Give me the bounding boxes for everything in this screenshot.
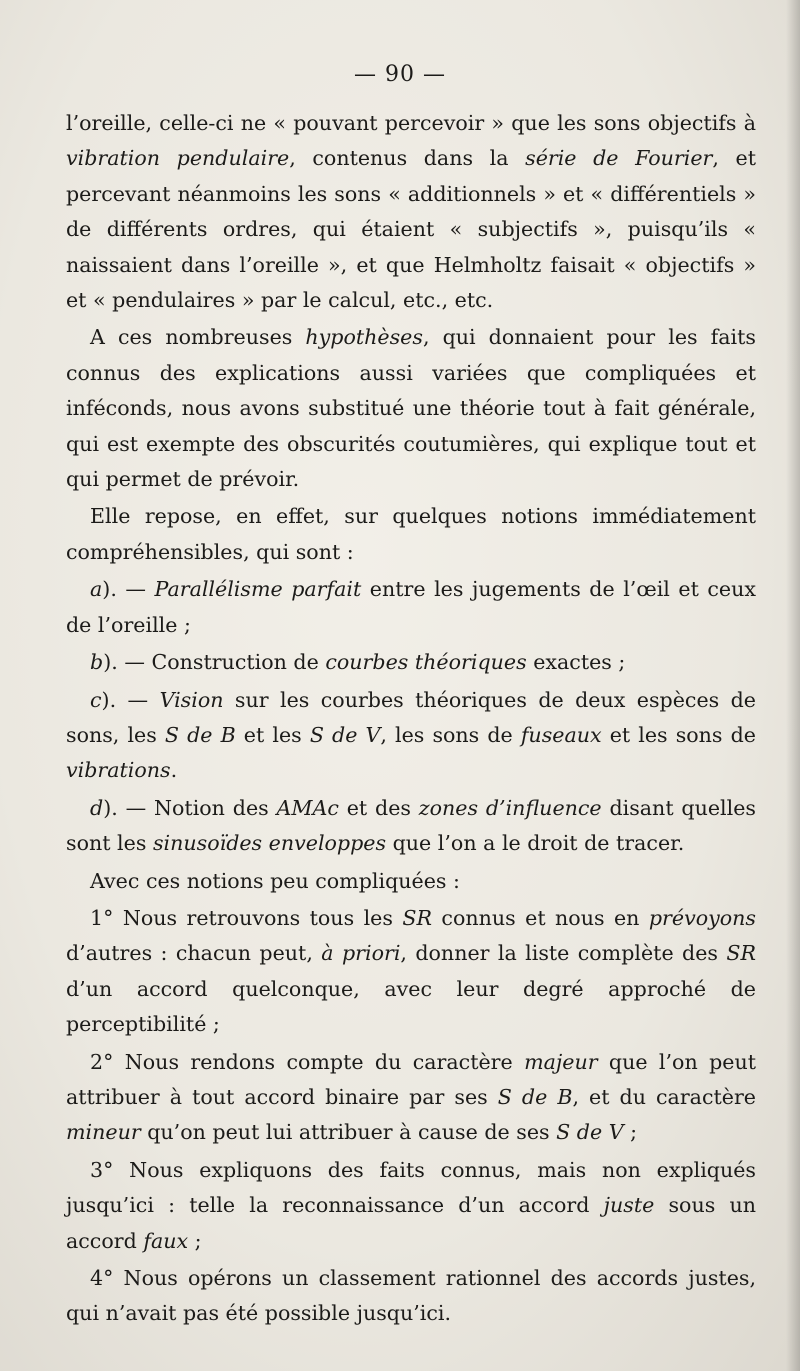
- paragraph-p2: [66, 320, 756, 497]
- italic-run: courbes théoriques: [325, 650, 527, 675]
- paragraph-p11: [66, 1153, 756, 1259]
- paragraph-p6: [66, 683, 756, 789]
- italic-run: b: [90, 650, 104, 675]
- paragraph-p12: [66, 1261, 756, 1332]
- text-run: exactes ;: [526, 650, 626, 675]
- text-run: ). — Construction de: [103, 650, 326, 675]
- italic-run: c: [90, 687, 102, 712]
- text-run: d’un accord quelconque, avec leur degré approché de perceptibilité ;: [66, 976, 756, 1037]
- italic-run: juste: [603, 1193, 655, 1218]
- paragraph-p5: [66, 645, 756, 680]
- italic-run: Parallélisme parfait: [154, 577, 362, 602]
- italic-run: zones d’influence: [418, 795, 602, 820]
- text-run: 1° Nous retrouvons tous les: [90, 905, 403, 930]
- text-run: que l’on peut attribuer à tout accord binaire par ses: [66, 1049, 756, 1109]
- page-number: — 90 —: [354, 62, 446, 87]
- text-run: , qui donnaient pour les faits connus des explications aussi variées que compliquées et inféconds, nous avons substitué une théorie tout à fait générale, qui est exempte des obscurités coutumières, qui explique tout et qui permet de prévoir.: [66, 325, 756, 492]
- text-run: ;: [188, 1228, 202, 1253]
- text-run: ). — Notion des: [103, 795, 277, 820]
- text-run: Avec ces notions peu compliquées :: [90, 868, 460, 893]
- text-run: sur les courbes théoriques de deux espèces de sons, les: [66, 687, 756, 747]
- italic-run: a: [90, 577, 103, 602]
- text-run: , et du caractère: [572, 1084, 756, 1109]
- italic-run: série de Fourier: [525, 146, 713, 171]
- italic-run: faux: [143, 1228, 189, 1253]
- paragraph-p8: [66, 864, 756, 899]
- paragraph-p3: [66, 499, 756, 570]
- paragraph-p7: [66, 791, 756, 862]
- italic-run: fuseaux: [520, 722, 602, 747]
- italic-run: vibration pendulaire: [66, 146, 290, 171]
- italic-run: S de B: [164, 722, 236, 747]
- italic-run: S de V: [309, 722, 381, 747]
- italic-run: à priori: [321, 941, 401, 966]
- italic-run: Vision: [159, 687, 224, 712]
- text-run: A ces nombreuses: [90, 325, 306, 350]
- italic-run: mineur: [66, 1120, 141, 1145]
- italic-run: S de V: [556, 1120, 624, 1145]
- paragraph-p10: [66, 1045, 756, 1151]
- text-run: ;: [623, 1120, 638, 1145]
- italic-run: S de B: [497, 1084, 573, 1109]
- text-run: ). —: [101, 687, 160, 712]
- body-text: [66, 106, 756, 1332]
- text-run: , donner la liste complète des: [400, 941, 727, 966]
- text-run: .: [170, 758, 178, 783]
- text-run: ). —: [102, 577, 155, 602]
- italic-run: vibrations: [66, 758, 171, 783]
- italic-run: d: [90, 795, 104, 820]
- italic-run: prévoyons: [648, 905, 756, 930]
- text-run: et les sons de: [601, 722, 756, 747]
- text-run: Elle repose, en effet, sur quelques notions immédiatement compréhensibles, qui sont :: [66, 504, 756, 564]
- text-run: et les: [235, 722, 310, 747]
- italic-run: sinusoïdes enveloppes: [152, 831, 387, 856]
- italic-run: SR: [402, 905, 432, 930]
- text-run: que l’on a le droit de tracer.: [386, 831, 685, 856]
- paragraph-p1: [66, 106, 756, 318]
- page-gutter-shadow: [786, 0, 800, 1371]
- italic-run: AMAc: [276, 795, 339, 820]
- text-run: l’oreille, celle-ci ne « pouvant percevoir » que les sons objectifs à: [66, 111, 756, 135]
- text-run: qu’on peut lui attribuer à cause de ses: [140, 1120, 557, 1145]
- italic-run: hypothèses: [305, 325, 423, 350]
- text-run: , les sons de: [380, 722, 521, 747]
- text-run: 4° Nous opérons un classement rationnel des accords justes, qui n’avait pas été possible jusqu’ici.: [66, 1266, 756, 1326]
- text-run: d’autres : chacun peut,: [66, 941, 322, 966]
- text-run: , contenus dans la: [289, 146, 526, 171]
- text-run: et des: [338, 795, 419, 820]
- text-run: 2° Nous rendons compte du caractère: [90, 1049, 525, 1074]
- italic-run: SR: [726, 941, 756, 966]
- paragraph-p9: [66, 901, 756, 1043]
- paragraph-p4: [66, 572, 756, 643]
- text-run: sous un accord: [66, 1193, 756, 1253]
- text-run: , et percevant néanmoins les sons « additionnels » et « différentiels » de différents ordres, qui étaient « subjectifs », puisqu’ils « naissaient dans l’oreille », et que Helmholtz faisait « objectifs » et « pendulaires » par le calcul, etc., etc.: [66, 146, 756, 313]
- text-run: 3° Nous expliquons des faits connus, mais non expliqués jusqu’ici : telle la reconnaissance d’un accord: [66, 1157, 756, 1218]
- text-run: connus et nous en: [431, 905, 649, 930]
- text-run: disant quelles sont les: [66, 795, 756, 856]
- text-run: entre les jugements de l’œil et ceux de l’oreille ;: [66, 577, 756, 637]
- italic-run: majeur: [524, 1049, 598, 1074]
